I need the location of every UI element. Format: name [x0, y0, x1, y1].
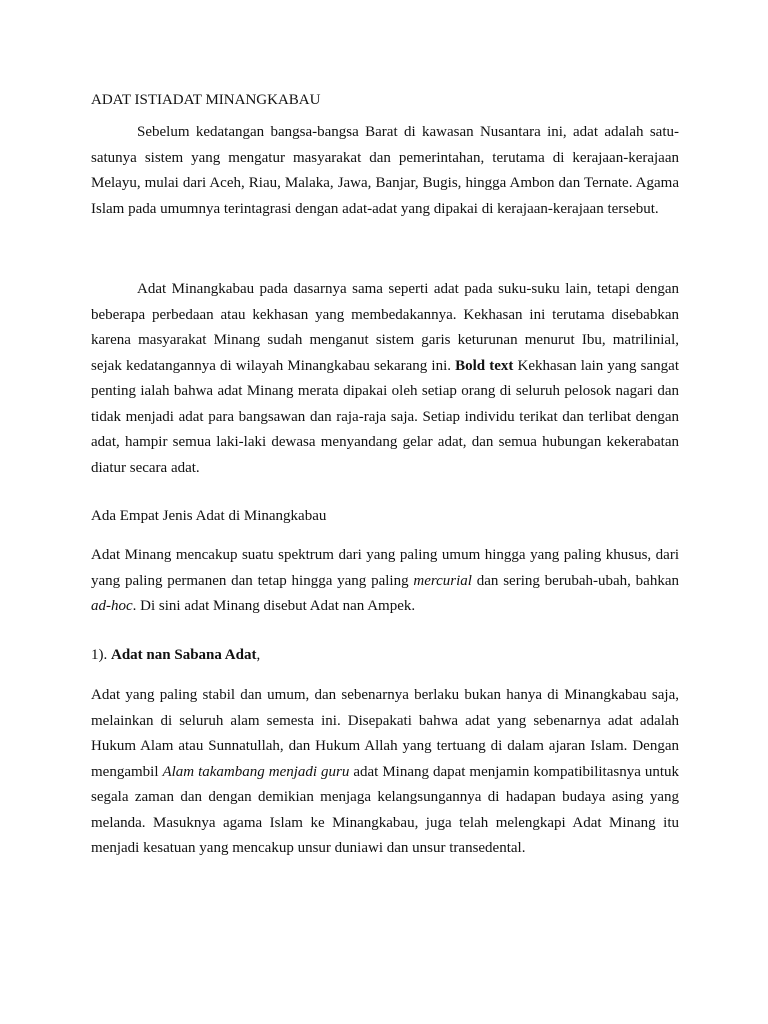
paragraph-4-text-b: adat Minang dapat menjamin kompatibilitasnya untuk segala zaman dan dengan demikian menjaga kelangsungannya di hadapan budaya asing yang melanda. Masuknya agama Islam ke Minangkabau, juga telah melengkapi Adat Minang itu menjadi kesatuan yang mencakup unsur duniawi dan unsur transedental. — [91, 763, 680, 856]
paragraph-3-italic-a: mercurial — [413, 572, 472, 589]
paragraph-4-italic: Alam takambang menjadi guru — [162, 763, 350, 780]
paragraph-4-text-a: Adat yang paling stabil dan umum, dan sebenarnya berlaku bukan hanya di Minangkabau saja, melainkan di seluruh alam semesta ini. Disepakati bahwa adat yang sebenarnya adat adalah Hukum Alam atau Sunnatullah, dan Hukum Allah yang tertuang di dalam ajaran Islam. Dengan mengambil — [91, 687, 679, 780]
list-item-1-title: Adat nan Sabana Adat — [111, 647, 257, 663]
section-heading: Ada Empat Jenis Adat di Minangkabau — [91, 508, 327, 524]
paragraph-2-text-a: Adat Minangkabau pada dasarnya sama seperti adat pada suku-suku lain, tetapi dengan beberapa perbedaan atau kekhasan yang membedakannya. Kekhasan ini terutama disebabkan karena masyarakat Minang sudah menganut sistem garis keturunan menurut Ibu, matrilinial, sejak kedatangannya di wilayah Minangkabau sekarang ini. — [91, 281, 679, 374]
paragraph-2-text-b: Kekhasan lain yang sangat penting ialah bahwa adat Minang merata dipakai oleh setiap orang di seluruh pelosok nagari dan tidak menjadi adat para bangsawan dan raja-raja saja. Setiap individu terikat dan terlibat dengan adat, hampir semua laki-laki dewasa menyandang gelar adat, dan semua hubungan kekerabatan diatur secara adat. — [91, 357, 679, 476]
paragraph-1: Sebelum kedatangan bangsa-bangsa Barat di kawasan Nusantara ini, adat adalah satu-satunya sistem yang mengatur masyarakat dan pemerintahan, terutama di kerajaan-kerajaan Melayu, mulai dari Aceh, Riau, Malaka, Jawa, Banjar, Bugis, hingga Ambon dan Ternate. Agama Islam pada umumnya terintagrasi dengan adat-adat yang dipakai di kerajaan-kerajaan tersebut. — [91, 124, 679, 217]
paragraph-2 — [91, 277, 679, 481]
paragraph-3-text-c: . Di sini adat Minang disebut Adat nan Ampek. — [132, 598, 416, 614]
paragraph-3 — [91, 543, 679, 620]
paragraph-3-text-a: Adat Minang mencakup suatu spektrum dari yang paling umum hingga yang paling khusus, dari yang paling permanen dan tetap hingga yang paling — [91, 547, 679, 589]
paragraph-3-text-b: dan sering berubah-ubah, bahkan — [471, 572, 679, 589]
list-item-1-number: 1). — [91, 647, 111, 663]
list-item-1-suffix: , — [256, 647, 261, 663]
paragraph-2-bold: Bold text — [455, 357, 514, 374]
list-item-1-heading — [91, 645, 260, 665]
paragraph-4 — [91, 683, 679, 862]
document-title: ADAT ISTIADAT MINANGKABAU — [91, 92, 321, 108]
paragraph-3-italic-b: ad-hoc — [91, 598, 133, 614]
